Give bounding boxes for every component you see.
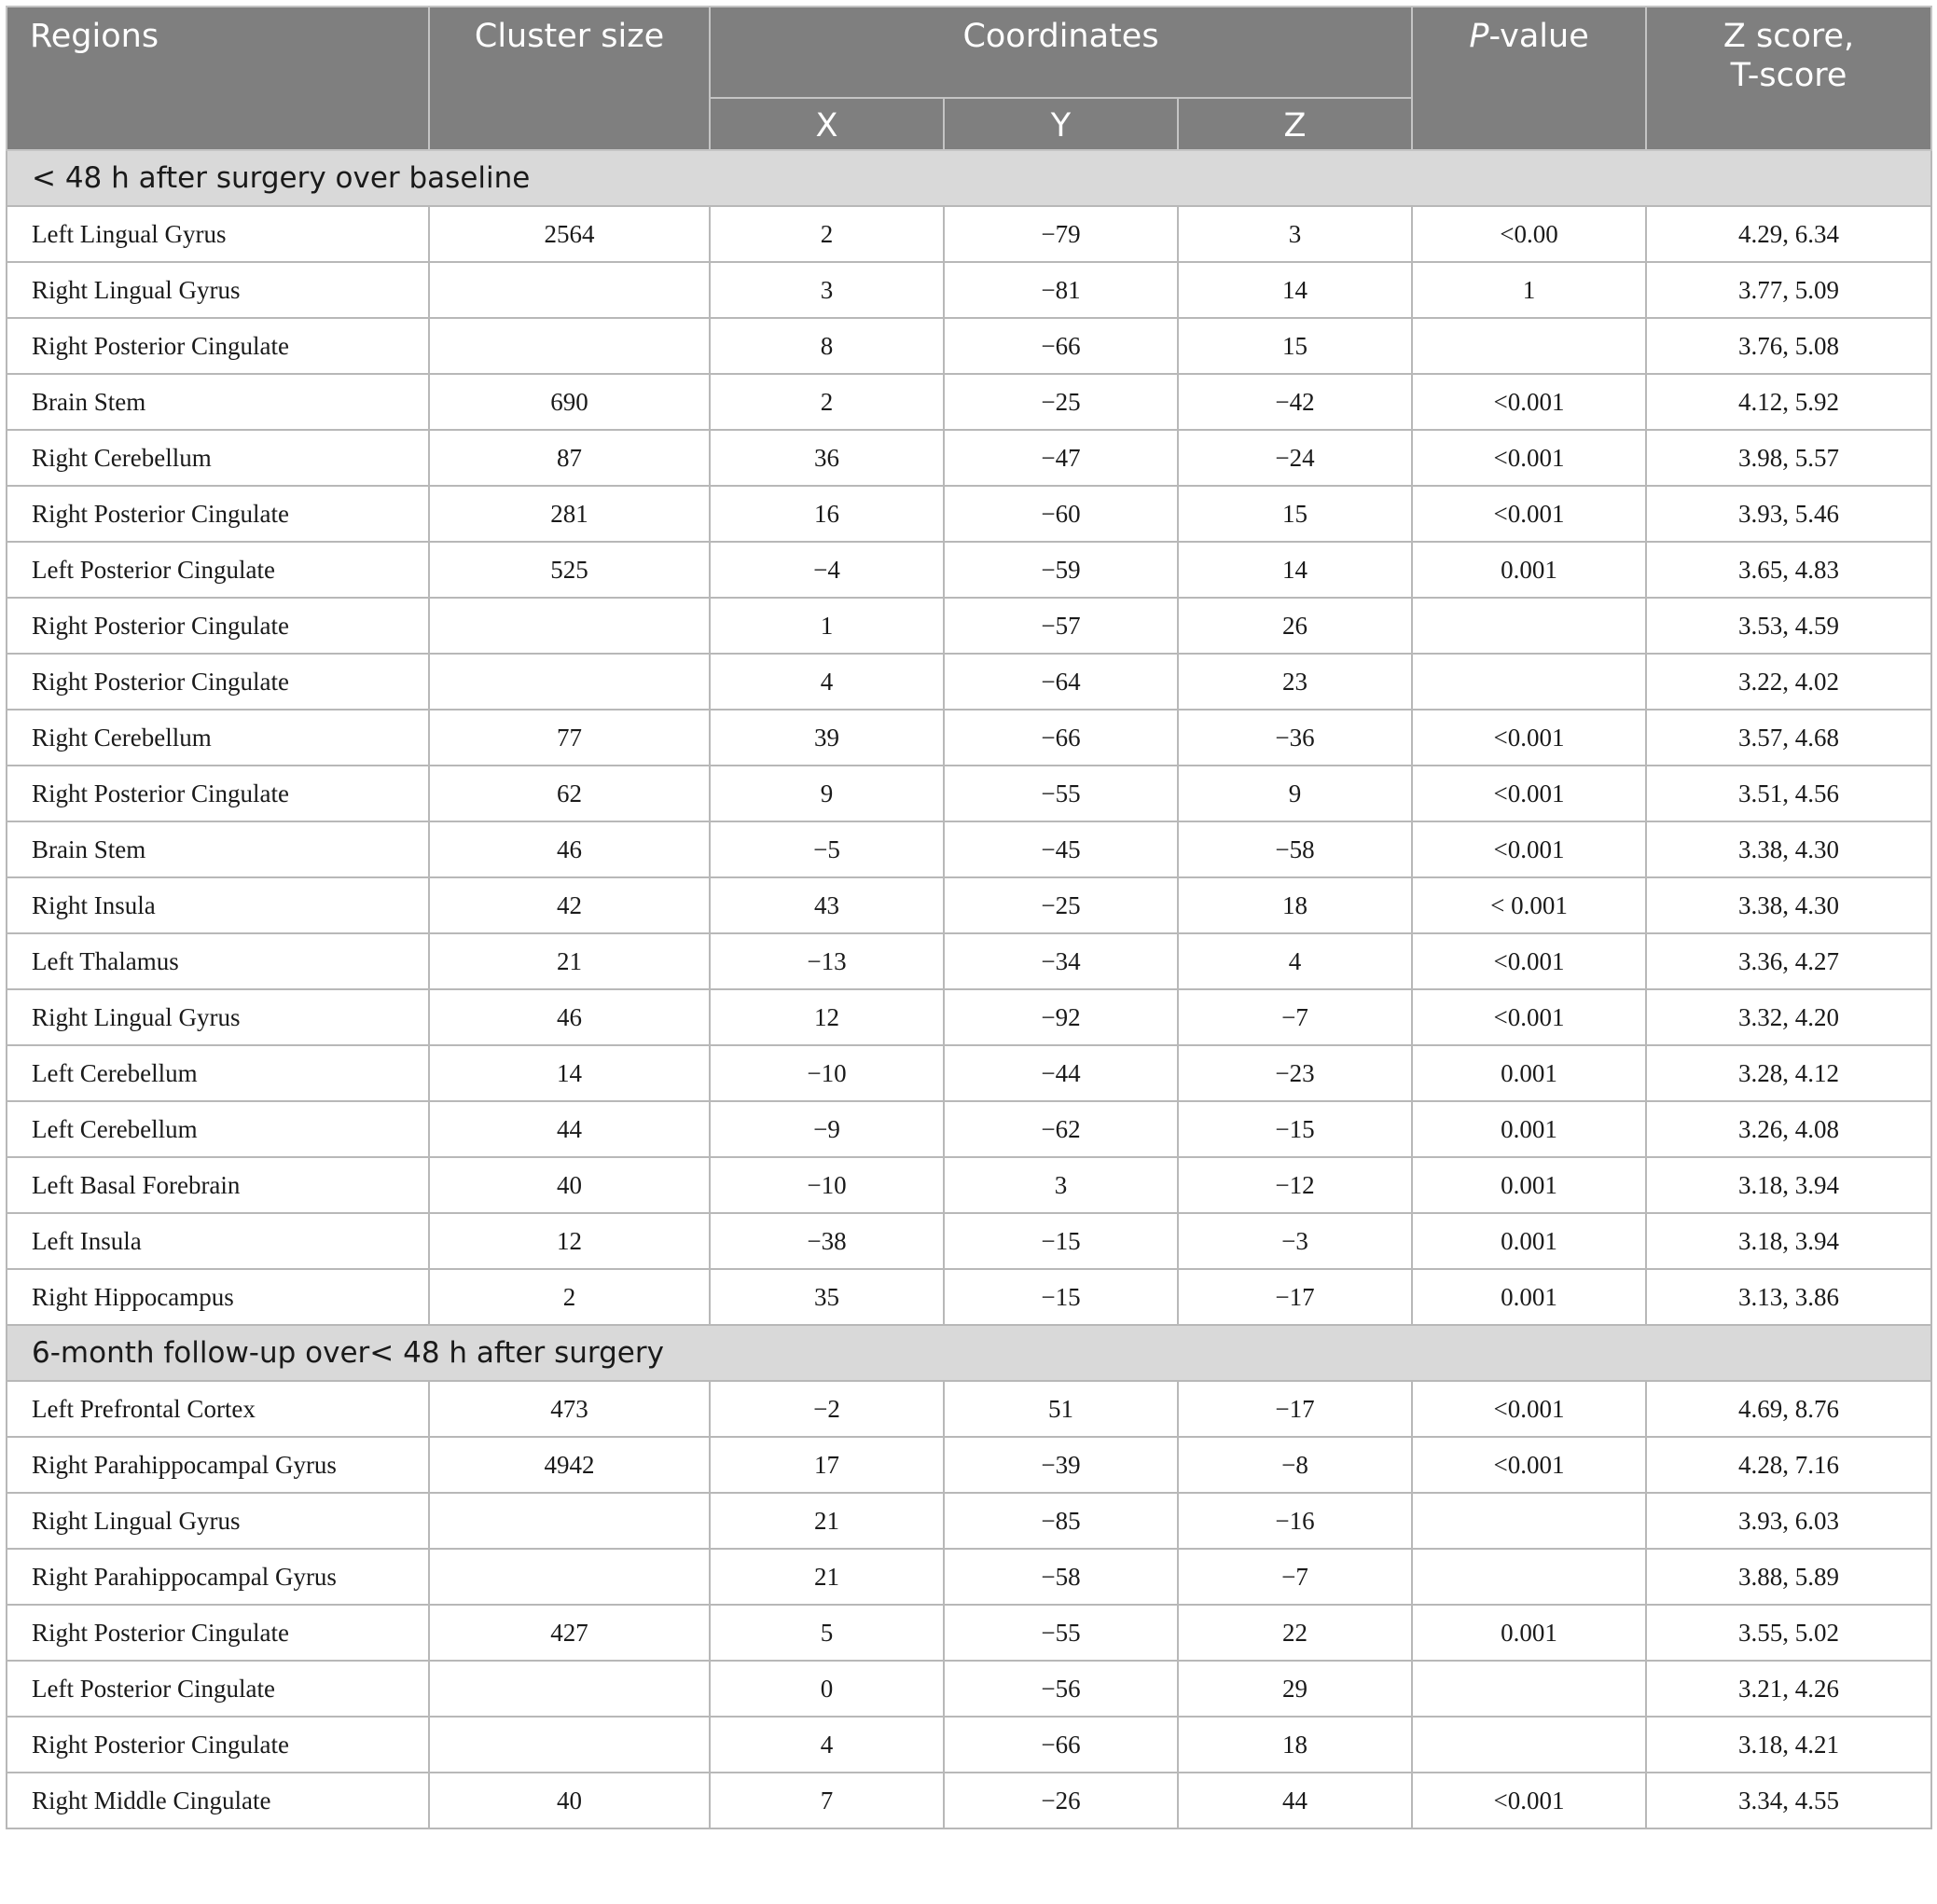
- cluster-size-cell: 14: [429, 1045, 710, 1101]
- coord-y-cell: −81: [944, 262, 1178, 318]
- z-t-score-cell: 3.36, 4.27: [1646, 933, 1931, 989]
- table-row: [7, 1381, 1931, 1437]
- cluster-size-cell: 21: [429, 933, 710, 989]
- coord-z-cell: −17: [1178, 1381, 1412, 1437]
- coord-x-cell: 4: [710, 654, 944, 710]
- coord-z-cell: 14: [1178, 262, 1412, 318]
- coord-x-cell: 12: [710, 989, 944, 1045]
- z-t-score-cell: 4.29, 6.34: [1646, 206, 1931, 262]
- region-cell: Right Posterior Cingulate: [7, 1605, 429, 1661]
- z-t-score-cell: 3.22, 4.02: [1646, 654, 1931, 710]
- section-title: 6-month follow-up over< 48 h after surgery: [7, 1325, 1931, 1381]
- table-row: [7, 1773, 1931, 1828]
- coord-z-cell: −36: [1178, 710, 1412, 766]
- p-value-cell: <0.001: [1412, 1437, 1646, 1493]
- section-header-row: [7, 150, 1931, 206]
- region-cell: Left Prefrontal Cortex: [7, 1381, 429, 1437]
- region-cell: Right Insula: [7, 877, 429, 933]
- table-row: [7, 989, 1931, 1045]
- p-value-cell: 0.001: [1412, 542, 1646, 598]
- header-z-score-line2: T-score: [1730, 57, 1847, 94]
- coord-z-cell: −58: [1178, 821, 1412, 877]
- coord-z-cell: 18: [1178, 1717, 1412, 1773]
- coord-x-cell: 39: [710, 710, 944, 766]
- section-title: < 48 h after surgery over baseline: [7, 150, 1931, 206]
- cluster-size-cell: 525: [429, 542, 710, 598]
- z-t-score-cell: 3.34, 4.55: [1646, 1773, 1931, 1828]
- p-value-cell: 0.001: [1412, 1213, 1646, 1269]
- table-row: [7, 486, 1931, 542]
- coord-y-cell: −59: [944, 542, 1178, 598]
- table-row: [7, 821, 1931, 877]
- coord-y-cell: −58: [944, 1549, 1178, 1605]
- region-cell: Right Posterior Cingulate: [7, 486, 429, 542]
- coord-y-cell: −79: [944, 206, 1178, 262]
- region-cell: Brain Stem: [7, 374, 429, 430]
- coord-x-cell: 2: [710, 206, 944, 262]
- coord-y-cell: −34: [944, 933, 1178, 989]
- coord-z-cell: −7: [1178, 1549, 1412, 1605]
- region-cell: Left Posterior Cingulate: [7, 542, 429, 598]
- cluster-size-cell: 62: [429, 766, 710, 821]
- region-cell: Right Lingual Gyrus: [7, 989, 429, 1045]
- p-value-cell: <0.001: [1412, 1773, 1646, 1828]
- cluster-size-cell: [429, 1493, 710, 1549]
- coord-z-cell: −12: [1178, 1157, 1412, 1213]
- p-value-cell: 0.001: [1412, 1101, 1646, 1157]
- p-value-cell: [1412, 598, 1646, 654]
- coord-y-cell: −85: [944, 1493, 1178, 1549]
- z-t-score-cell: 3.26, 4.08: [1646, 1101, 1931, 1157]
- region-cell: Right Lingual Gyrus: [7, 1493, 429, 1549]
- coord-x-cell: 2: [710, 374, 944, 430]
- p-value-cell: <0.00: [1412, 206, 1646, 262]
- p-value-cell: <0.001: [1412, 989, 1646, 1045]
- coord-z-cell: −7: [1178, 989, 1412, 1045]
- cluster-size-cell: 46: [429, 821, 710, 877]
- coord-y-cell: −55: [944, 1605, 1178, 1661]
- coord-y-cell: 51: [944, 1381, 1178, 1437]
- table-row: [7, 318, 1931, 374]
- coord-x-cell: −10: [710, 1045, 944, 1101]
- header-cluster-size: Cluster size: [429, 7, 710, 150]
- section-header-row: [7, 1325, 1931, 1381]
- coord-x-cell: 17: [710, 1437, 944, 1493]
- region-cell: Right Parahippocampal Gyrus: [7, 1549, 429, 1605]
- p-value-cell: <0.001: [1412, 933, 1646, 989]
- header-x: X: [710, 98, 944, 150]
- coord-x-cell: 5: [710, 1605, 944, 1661]
- region-cell: Right Lingual Gyrus: [7, 262, 429, 318]
- p-value-cell: [1412, 654, 1646, 710]
- cluster-size-cell: 690: [429, 374, 710, 430]
- coord-y-cell: −15: [944, 1213, 1178, 1269]
- cluster-size-cell: 473: [429, 1381, 710, 1437]
- z-t-score-cell: 3.18, 3.94: [1646, 1157, 1931, 1213]
- coord-y-cell: −45: [944, 821, 1178, 877]
- coord-z-cell: 44: [1178, 1773, 1412, 1828]
- cluster-size-cell: 77: [429, 710, 710, 766]
- p-value-cell: 0.001: [1412, 1157, 1646, 1213]
- coord-y-cell: −39: [944, 1437, 1178, 1493]
- p-value-cell: 0.001: [1412, 1605, 1646, 1661]
- region-cell: Left Lingual Gyrus: [7, 206, 429, 262]
- coord-z-cell: 9: [1178, 766, 1412, 821]
- coord-x-cell: −9: [710, 1101, 944, 1157]
- coord-y-cell: −55: [944, 766, 1178, 821]
- table-row: [7, 262, 1931, 318]
- coord-y-cell: −47: [944, 430, 1178, 486]
- cluster-size-cell: 87: [429, 430, 710, 486]
- coord-x-cell: 8: [710, 318, 944, 374]
- region-cell: Left Posterior Cingulate: [7, 1661, 429, 1717]
- header-z-score-line1: Z score,: [1723, 18, 1855, 55]
- p-value-cell: [1412, 318, 1646, 374]
- cluster-size-cell: [429, 598, 710, 654]
- region-cell: Left Cerebellum: [7, 1045, 429, 1101]
- table-row: [7, 1717, 1931, 1773]
- coord-z-cell: 26: [1178, 598, 1412, 654]
- z-t-score-cell: 3.28, 4.12: [1646, 1045, 1931, 1101]
- results-table: [6, 6, 1932, 1829]
- coord-y-cell: −60: [944, 486, 1178, 542]
- coord-x-cell: −38: [710, 1213, 944, 1269]
- coord-z-cell: −23: [1178, 1045, 1412, 1101]
- table-row: [7, 1493, 1931, 1549]
- table-row: [7, 1213, 1931, 1269]
- region-cell: Right Posterior Cingulate: [7, 598, 429, 654]
- coord-y-cell: −26: [944, 1773, 1178, 1828]
- table-body: [7, 150, 1931, 1828]
- coord-x-cell: 7: [710, 1773, 944, 1828]
- p-value-cell: < 0.001: [1412, 877, 1646, 933]
- cluster-size-cell: 2564: [429, 206, 710, 262]
- table-row: [7, 654, 1931, 710]
- z-t-score-cell: 3.93, 6.03: [1646, 1493, 1931, 1549]
- coord-x-cell: 21: [710, 1549, 944, 1605]
- region-cell: Left Thalamus: [7, 933, 429, 989]
- coord-x-cell: 4: [710, 1717, 944, 1773]
- coord-z-cell: −17: [1178, 1269, 1412, 1325]
- coord-z-cell: 18: [1178, 877, 1412, 933]
- table-row: [7, 1101, 1931, 1157]
- region-cell: Left Insula: [7, 1213, 429, 1269]
- cluster-size-cell: 42: [429, 877, 710, 933]
- coord-x-cell: 21: [710, 1493, 944, 1549]
- z-t-score-cell: 3.77, 5.09: [1646, 262, 1931, 318]
- coord-y-cell: −66: [944, 318, 1178, 374]
- table-row: [7, 374, 1931, 430]
- cluster-size-cell: [429, 654, 710, 710]
- coord-y-cell: −57: [944, 598, 1178, 654]
- cluster-size-cell: [429, 1661, 710, 1717]
- coord-y-cell: −56: [944, 1661, 1178, 1717]
- table-row: [7, 1549, 1931, 1605]
- table-row: [7, 1157, 1931, 1213]
- z-t-score-cell: 3.13, 3.86: [1646, 1269, 1931, 1325]
- p-value-cell: [1412, 1661, 1646, 1717]
- coord-x-cell: −5: [710, 821, 944, 877]
- header-p-value-rest: -value: [1488, 18, 1589, 55]
- table-row: [7, 1269, 1931, 1325]
- header-y: Y: [944, 98, 1178, 150]
- p-value-cell: <0.001: [1412, 486, 1646, 542]
- region-cell: Right Parahippocampal Gyrus: [7, 1437, 429, 1493]
- coord-z-cell: −24: [1178, 430, 1412, 486]
- cluster-size-cell: 427: [429, 1605, 710, 1661]
- table-row: [7, 430, 1931, 486]
- coord-x-cell: −4: [710, 542, 944, 598]
- p-value-cell: 0.001: [1412, 1045, 1646, 1101]
- region-cell: Left Basal Forebrain: [7, 1157, 429, 1213]
- table-row: [7, 933, 1931, 989]
- p-value-cell: <0.001: [1412, 1381, 1646, 1437]
- region-cell: Right Hippocampus: [7, 1269, 429, 1325]
- coord-z-cell: 14: [1178, 542, 1412, 598]
- coord-z-cell: −42: [1178, 374, 1412, 430]
- z-t-score-cell: 4.12, 5.92: [1646, 374, 1931, 430]
- coord-z-cell: −3: [1178, 1213, 1412, 1269]
- coord-z-cell: −15: [1178, 1101, 1412, 1157]
- coord-x-cell: 35: [710, 1269, 944, 1325]
- coord-y-cell: −44: [944, 1045, 1178, 1101]
- table-row: [7, 598, 1931, 654]
- coord-x-cell: 9: [710, 766, 944, 821]
- table-row: [7, 542, 1931, 598]
- z-t-score-cell: 3.98, 5.57: [1646, 430, 1931, 486]
- z-t-score-cell: 3.18, 4.21: [1646, 1717, 1931, 1773]
- header-coordinates: Coordinates: [710, 7, 1412, 98]
- region-cell: Left Cerebellum: [7, 1101, 429, 1157]
- z-t-score-cell: 3.57, 4.68: [1646, 710, 1931, 766]
- coord-z-cell: 22: [1178, 1605, 1412, 1661]
- cluster-size-cell: [429, 318, 710, 374]
- coord-y-cell: −64: [944, 654, 1178, 710]
- table-row: [7, 710, 1931, 766]
- z-t-score-cell: 3.21, 4.26: [1646, 1661, 1931, 1717]
- p-value-cell: [1412, 1549, 1646, 1605]
- p-value-cell: <0.001: [1412, 766, 1646, 821]
- coord-x-cell: −2: [710, 1381, 944, 1437]
- p-value-cell: <0.001: [1412, 821, 1646, 877]
- z-t-score-cell: 3.51, 4.56: [1646, 766, 1931, 821]
- cluster-size-cell: 46: [429, 989, 710, 1045]
- coord-y-cell: −25: [944, 374, 1178, 430]
- p-value-cell: [1412, 1493, 1646, 1549]
- cluster-size-cell: 44: [429, 1101, 710, 1157]
- z-t-score-cell: 3.53, 4.59: [1646, 598, 1931, 654]
- coord-x-cell: 43: [710, 877, 944, 933]
- coord-x-cell: −13: [710, 933, 944, 989]
- header-z: Z: [1178, 98, 1412, 150]
- p-value-cell: 0.001: [1412, 1269, 1646, 1325]
- coord-z-cell: 3: [1178, 206, 1412, 262]
- p-value-cell: <0.001: [1412, 374, 1646, 430]
- region-cell: Brain Stem: [7, 821, 429, 877]
- coord-x-cell: −10: [710, 1157, 944, 1213]
- coord-y-cell: −66: [944, 1717, 1178, 1773]
- p-value-cell: <0.001: [1412, 430, 1646, 486]
- table-row: [7, 877, 1931, 933]
- coord-x-cell: 3: [710, 262, 944, 318]
- z-t-score-cell: 3.88, 5.89: [1646, 1549, 1931, 1605]
- table-row: [7, 206, 1931, 262]
- cluster-size-cell: 2: [429, 1269, 710, 1325]
- table-row: [7, 766, 1931, 821]
- coord-y-cell: −66: [944, 710, 1178, 766]
- p-value-cell: [1412, 1717, 1646, 1773]
- coord-x-cell: 0: [710, 1661, 944, 1717]
- coord-z-cell: 15: [1178, 486, 1412, 542]
- z-t-score-cell: 3.18, 3.94: [1646, 1213, 1931, 1269]
- z-t-score-cell: 3.76, 5.08: [1646, 318, 1931, 374]
- coord-y-cell: −92: [944, 989, 1178, 1045]
- z-t-score-cell: 3.65, 4.83: [1646, 542, 1931, 598]
- z-t-score-cell: 4.69, 8.76: [1646, 1381, 1931, 1437]
- header-regions: Regions: [7, 7, 429, 150]
- region-cell: Right Posterior Cingulate: [7, 654, 429, 710]
- coord-x-cell: 1: [710, 598, 944, 654]
- coord-y-cell: −25: [944, 877, 1178, 933]
- table-row: [7, 1045, 1931, 1101]
- region-cell: Right Posterior Cingulate: [7, 766, 429, 821]
- cluster-size-cell: 4942: [429, 1437, 710, 1493]
- z-t-score-cell: 4.28, 7.16: [1646, 1437, 1931, 1493]
- cluster-size-cell: 281: [429, 486, 710, 542]
- region-cell: Right Posterior Cingulate: [7, 1717, 429, 1773]
- table-row: [7, 1437, 1931, 1493]
- cluster-size-cell: 40: [429, 1773, 710, 1828]
- coord-y-cell: −62: [944, 1101, 1178, 1157]
- p-value-cell: <0.001: [1412, 710, 1646, 766]
- coord-y-cell: 3: [944, 1157, 1178, 1213]
- coord-z-cell: 29: [1178, 1661, 1412, 1717]
- table-row: [7, 1605, 1931, 1661]
- z-t-score-cell: 3.38, 4.30: [1646, 821, 1931, 877]
- region-cell: Right Cerebellum: [7, 430, 429, 486]
- coord-x-cell: 16: [710, 486, 944, 542]
- header-p-value: [1412, 7, 1646, 150]
- p-value-cell: 1: [1412, 262, 1646, 318]
- coord-y-cell: −15: [944, 1269, 1178, 1325]
- coord-z-cell: 4: [1178, 933, 1412, 989]
- region-cell: Right Middle Cingulate: [7, 1773, 429, 1828]
- coord-z-cell: −8: [1178, 1437, 1412, 1493]
- z-t-score-cell: 3.55, 5.02: [1646, 1605, 1931, 1661]
- region-cell: Right Cerebellum: [7, 710, 429, 766]
- cluster-size-cell: [429, 1717, 710, 1773]
- coord-z-cell: 15: [1178, 318, 1412, 374]
- z-t-score-cell: 3.38, 4.30: [1646, 877, 1931, 933]
- results-table-container: [6, 6, 1932, 1829]
- z-t-score-cell: 3.93, 5.46: [1646, 486, 1931, 542]
- coord-z-cell: −16: [1178, 1493, 1412, 1549]
- table-header: [7, 7, 1931, 150]
- table-row: [7, 1661, 1931, 1717]
- cluster-size-cell: 40: [429, 1157, 710, 1213]
- cluster-size-cell: [429, 1549, 710, 1605]
- coord-z-cell: 23: [1178, 654, 1412, 710]
- header-z-score: [1646, 7, 1931, 150]
- region-cell: Right Posterior Cingulate: [7, 318, 429, 374]
- header-p-value-italic: P: [1469, 18, 1489, 55]
- cluster-size-cell: [429, 262, 710, 318]
- coord-x-cell: 36: [710, 430, 944, 486]
- cluster-size-cell: 12: [429, 1213, 710, 1269]
- z-t-score-cell: 3.32, 4.20: [1646, 989, 1931, 1045]
